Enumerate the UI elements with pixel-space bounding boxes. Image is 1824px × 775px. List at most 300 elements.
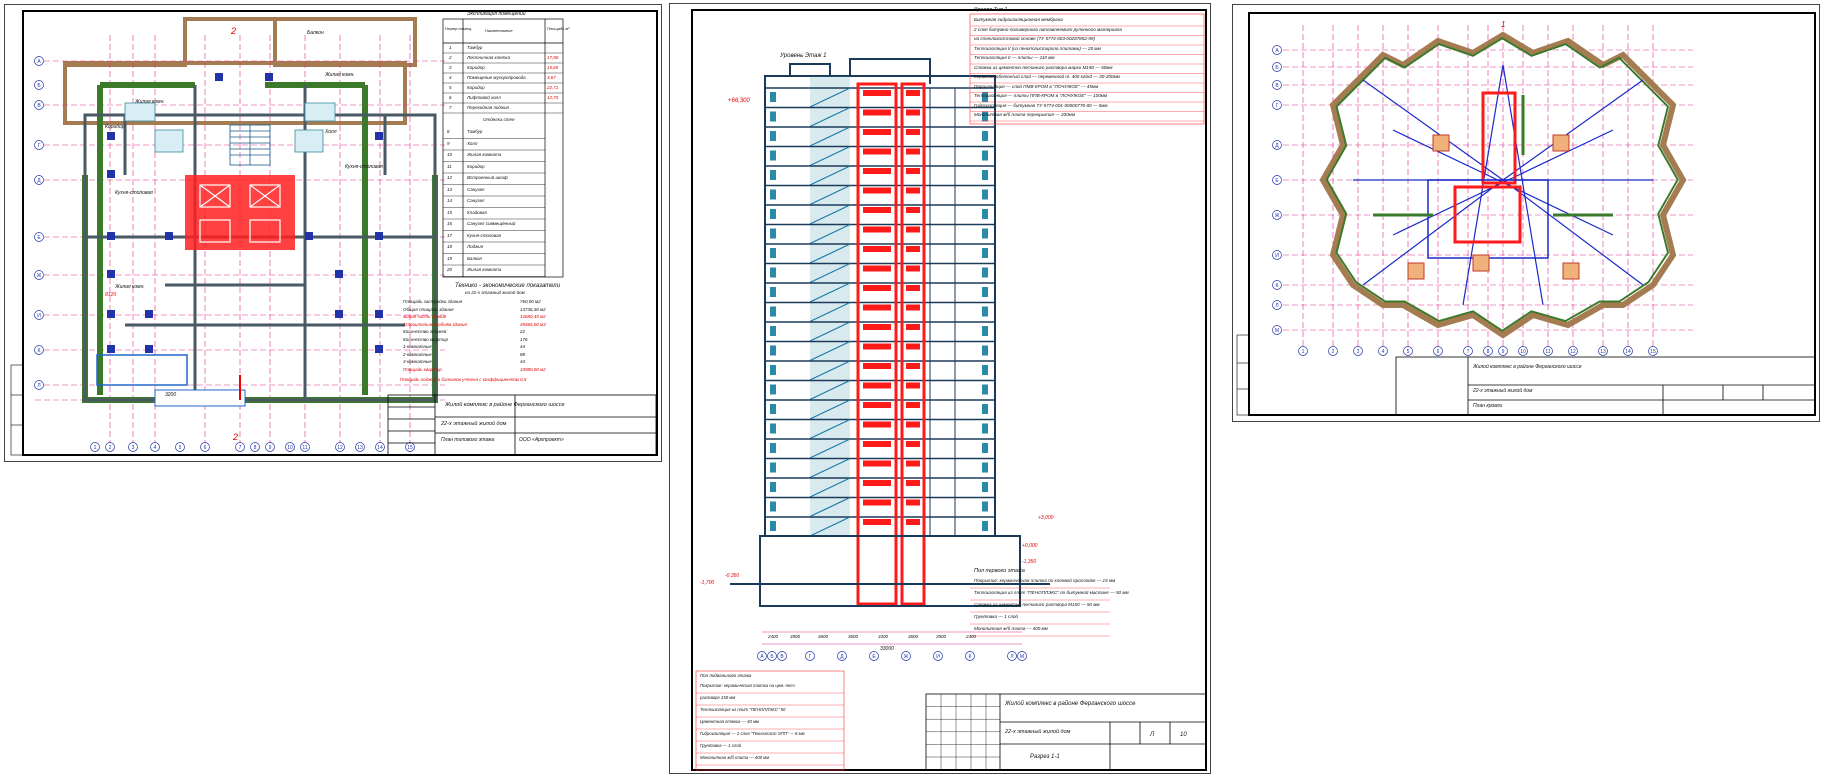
svg-text:Ж: Ж	[903, 654, 909, 660]
stamp-title: Жилой комплекс в районе Ферганского шоссе	[1005, 701, 1136, 707]
tep-label: 1-комнатные	[403, 344, 432, 349]
table-cell: 15,65	[547, 65, 559, 70]
axis-bubble	[1273, 141, 1282, 150]
table-cell: 20	[447, 267, 453, 272]
svg-text:Ж: Ж	[1274, 213, 1280, 219]
dimension-label: 3600	[908, 634, 919, 639]
axis-bubble	[35, 176, 44, 185]
table-cell: 6	[449, 95, 452, 100]
table-cell: Санузел	[467, 186, 485, 192]
spec-line: Цементная стяжка — 40 мм	[700, 719, 759, 724]
tep-label: жилая часть здания	[403, 314, 447, 319]
tep-value: 13736,36 м2	[520, 306, 546, 312]
shaft-beam	[906, 246, 920, 252]
svg-text:9: 9	[268, 445, 272, 451]
axis-bubble	[870, 652, 879, 661]
svg-text:13: 13	[1600, 349, 1606, 355]
table-cell: 19	[447, 255, 453, 261]
table-cell: Кухня-столовая	[467, 232, 502, 238]
shaft-beam	[863, 246, 891, 252]
shaft-beam	[906, 207, 920, 213]
window	[982, 482, 988, 492]
shaft-beam	[906, 110, 920, 116]
svg-text:Б: Б	[37, 83, 41, 89]
shaft-beam	[863, 285, 891, 291]
axis-bubble	[35, 101, 44, 110]
shaft-beam	[906, 383, 920, 389]
tep-note: Площадь лоджий и балконов учтена с коэффициентом 0,5	[400, 377, 527, 382]
axis-bubble	[266, 443, 275, 452]
axis-bubble	[1273, 281, 1282, 290]
axis-bubble	[35, 233, 44, 242]
svg-text:И: И	[37, 313, 41, 319]
table-cell: 15	[447, 209, 453, 215]
axis-bubble	[1273, 176, 1282, 185]
svg-text:13: 13	[357, 445, 363, 451]
window	[982, 502, 988, 512]
window	[770, 248, 776, 258]
shaft-beam	[863, 383, 891, 389]
stamp-section-name: Разрез 1-1	[1030, 754, 1060, 760]
explication-header: Наименование	[485, 28, 513, 33]
explication-header: Номер помещ.	[445, 26, 473, 31]
room-label: Жилая комн.	[135, 99, 165, 105]
spec-bottom-title: Пол подвального этажа	[700, 673, 752, 678]
window	[982, 287, 988, 297]
shaft-beam	[863, 90, 891, 96]
window	[770, 307, 776, 317]
stamp-sheet-letter: Л	[1150, 732, 1155, 738]
window	[770, 131, 776, 141]
axis-bubble	[1273, 251, 1282, 260]
svg-text:Е: Е	[872, 654, 876, 660]
room-label: Жилая комн.	[325, 72, 355, 78]
window	[770, 170, 776, 180]
axis-bubble	[35, 346, 44, 355]
svg-text:3: 3	[131, 445, 135, 451]
svg-text:А: А	[760, 654, 764, 660]
svg-text:Д: Д	[1275, 143, 1279, 149]
table-cell: Лоджия	[467, 244, 484, 249]
window	[982, 229, 988, 239]
shaft-beam	[863, 149, 891, 155]
axis-bubble	[1379, 347, 1388, 356]
axis-bubble	[406, 443, 415, 452]
shaft-beam	[863, 129, 891, 135]
drawing-sheet-section	[669, 3, 1211, 774]
svg-text:4: 4	[153, 445, 157, 451]
table-cell: Тамбур	[467, 129, 483, 134]
spec-line: на стеклохолстовой основе (ТУ 5774-003-00287852-99)	[974, 36, 1096, 41]
window	[770, 268, 776, 278]
dimension-label: 3200	[165, 392, 177, 398]
axis-bubble	[1354, 347, 1363, 356]
axis-bubble	[1404, 347, 1413, 356]
axis-bubble	[129, 443, 138, 452]
svg-text:К: К	[968, 654, 972, 660]
table-cell: 4	[449, 75, 452, 80]
section-marker-top: 2	[231, 26, 237, 36]
spec-line: Керамзитобетон/ый слой — переменной т. 400 кг/м3 — 30-200мм	[974, 74, 1120, 79]
window	[982, 463, 988, 473]
window	[770, 287, 776, 297]
shaft-beam	[863, 519, 891, 525]
window	[770, 209, 776, 219]
spec-line: Стяжка из цементно-песчаного раствора М150 — 50 мм	[974, 602, 1100, 607]
spec-line: Гидроизоляция — 2 слоя "Техноэласт ЭПП" — 8 мм	[700, 731, 805, 736]
axis-bubble	[35, 81, 44, 90]
shaft-beam	[863, 168, 891, 174]
table-cell: 12,75	[547, 95, 559, 100]
axis-bubble	[1273, 326, 1282, 335]
shaft-beam	[906, 149, 920, 155]
table-cell: 2	[449, 55, 452, 60]
elevation-right: -1,350	[1022, 559, 1037, 565]
spec-floor-title: Пол первого этажа	[974, 568, 1025, 574]
axis-bubble	[778, 652, 787, 661]
svg-text:3: 3	[1356, 349, 1360, 355]
spec-top-title: Кровля Тип 1	[974, 7, 1008, 13]
table-cell: 7	[449, 105, 452, 110]
window	[982, 424, 988, 434]
window	[770, 346, 776, 356]
dimension-label: 3900	[936, 634, 947, 639]
shaft-beam	[906, 519, 920, 525]
axis-bubble	[1499, 347, 1508, 356]
axis-bubble	[35, 311, 44, 320]
elevation-left: +66,300	[728, 98, 750, 104]
tep-label: Общая площадь здания	[403, 306, 454, 312]
table-cell: Жилая комната	[467, 267, 502, 272]
explication-group: Отделка стен	[483, 117, 515, 122]
spec-line: Теплоизоляция II — плиты — 110 мм	[974, 55, 1055, 60]
axis-bubble	[35, 57, 44, 66]
table-cell: Кладовая	[467, 209, 487, 215]
axis-bubble	[106, 443, 115, 452]
window	[982, 151, 988, 161]
section-drawing	[670, 4, 1212, 775]
spec-line: Теплоизоляция II (из пенополистирола плитами) — 20 мм	[974, 45, 1101, 51]
svg-text:11: 11	[1545, 349, 1551, 355]
svg-text:В: В	[37, 103, 41, 109]
tep-label: 2-комнатные	[403, 351, 432, 357]
axis-bubble	[356, 443, 365, 452]
shaft-beam	[906, 266, 920, 272]
window	[770, 502, 776, 512]
spec-line: Битумная гидроизоляционная мембрана	[974, 17, 1063, 22]
svg-text:К: К	[37, 348, 41, 354]
axis-bubble	[1544, 347, 1553, 356]
shaft-beam	[863, 266, 891, 272]
svg-text:12: 12	[1570, 349, 1576, 355]
window	[982, 190, 988, 200]
axis-bubble	[758, 652, 767, 661]
svg-text:В: В	[780, 654, 784, 660]
shaft-beam	[863, 500, 891, 506]
room-label: Жилая комн.	[115, 284, 145, 290]
spec-line: Теплоизоляция из плит "ПЕНОПЛЭКС" по битумной мастике — 50 мм	[974, 590, 1129, 595]
tep-value: 10980,00 м2	[520, 366, 546, 372]
axis-bubble	[1599, 347, 1608, 356]
axis-bubble	[35, 141, 44, 150]
stamp-org: ООО «Архпроект»	[519, 437, 564, 443]
shaft-beam	[863, 344, 891, 350]
shaft-beam	[906, 227, 920, 233]
table-cell: Балкон	[467, 255, 483, 261]
svg-text:Л: Л	[37, 383, 41, 389]
spec-line: Монолитная ж/б плита перекрытия — 200мм	[974, 112, 1075, 117]
svg-text:А: А	[1275, 48, 1279, 54]
shaft-beam	[906, 129, 920, 135]
dimension-label: 2400	[768, 634, 779, 639]
window	[770, 404, 776, 414]
axis-bubble	[1273, 211, 1282, 220]
window	[770, 463, 776, 473]
axis-bubble	[966, 652, 975, 661]
tep-title: Технико - экономические показатели	[455, 283, 561, 289]
roof-plan-drawing	[1233, 5, 1821, 423]
svg-text:Ж: Ж	[36, 273, 42, 279]
shaft-beam	[863, 441, 891, 447]
table-cell: 12	[447, 175, 453, 180]
tep-label: Строительный объём здания	[403, 321, 467, 327]
shaft-beam	[906, 344, 920, 350]
svg-text:Д: Д	[840, 654, 844, 660]
spec-line: Теплоизоляция из плит "ПЕНОПЛЭКС" 50	[700, 707, 786, 712]
window	[770, 521, 776, 531]
window	[770, 92, 776, 102]
svg-text:Л: Л	[1275, 303, 1279, 309]
axis-bubble	[768, 652, 777, 661]
svg-text:М: М	[1019, 654, 1025, 660]
svg-text:12: 12	[337, 445, 343, 451]
table-cell: Встроенный шкаф	[467, 175, 508, 180]
table-cell: Коридор	[467, 85, 485, 90]
shaft-beam	[863, 188, 891, 194]
svg-text:М: М	[1274, 328, 1280, 334]
table-cell: 1	[449, 45, 452, 50]
table-cell: -	[547, 45, 549, 50]
shaft-beam	[863, 402, 891, 408]
window	[982, 346, 988, 356]
table-cell: 5	[449, 85, 452, 90]
axis-bubble	[1484, 347, 1493, 356]
room-label: Коридор	[105, 124, 125, 130]
axis-bubble	[806, 652, 815, 661]
window	[982, 209, 988, 219]
svg-text:К: К	[1275, 283, 1279, 289]
tep-value: 44	[520, 344, 526, 349]
svg-text:Б: Б	[770, 654, 774, 660]
tep-label: Количество квартир	[403, 336, 449, 342]
svg-text:4: 4	[1381, 349, 1385, 355]
axis-bubble	[376, 443, 385, 452]
shaft-beam	[906, 90, 920, 96]
shaft-beam	[906, 422, 920, 428]
axis-bubble	[1519, 347, 1528, 356]
table-cell: 3,67	[547, 75, 556, 80]
shaft-beam	[863, 461, 891, 467]
spec-line: 2 слоя битумно-полимерного наплавляемого рулонного материала	[974, 26, 1122, 32]
svg-text:В: В	[1275, 83, 1279, 89]
svg-text:И: И	[936, 654, 940, 660]
shaft-beam	[863, 227, 891, 233]
tep-label: Площадь застройки здания	[403, 299, 463, 304]
axis-bubble	[91, 443, 100, 452]
axis-bubble	[151, 443, 160, 452]
svg-text:2: 2	[108, 445, 112, 451]
axis-bubble	[251, 443, 260, 452]
axis-bubble	[236, 443, 245, 452]
room-label: Кухня-столовая	[115, 190, 153, 196]
stamp-sheet-number: 10	[1180, 732, 1187, 738]
svg-text:Г: Г	[1275, 103, 1279, 109]
table-cell: 9	[447, 140, 450, 146]
window	[770, 112, 776, 122]
axis-bubble	[201, 443, 210, 452]
axis-bubble	[1273, 301, 1282, 310]
dimension-label: 3600	[848, 634, 859, 639]
svg-text:Д: Д	[37, 178, 41, 184]
table-cell: 8	[447, 129, 450, 134]
window	[770, 443, 776, 453]
room-label: Кухня-столовая	[345, 164, 383, 170]
top-level-label: Уровень Этаж 1	[780, 53, 827, 59]
svg-text:И: И	[1275, 253, 1279, 259]
svg-text:8: 8	[253, 445, 257, 451]
table-cell: Помещение мусоропровода	[467, 75, 526, 80]
stamp-sheet-name: 22-х этажный жилой дом	[1005, 729, 1071, 735]
table-cell: 18	[447, 244, 453, 249]
axis-bubble	[301, 443, 310, 452]
svg-text:Б: Б	[1275, 65, 1279, 71]
table-cell: Санузел	[467, 198, 485, 203]
table-cell: 22,71	[547, 85, 559, 90]
svg-text:11: 11	[302, 445, 308, 451]
explication-title: Экспликация помещений	[467, 11, 526, 17]
spec-line: Пароизоляция — слой ПМВ-КРОМ в "ЛОЧУЖОЕ" — 45мм	[974, 83, 1099, 89]
shaft-beam	[863, 422, 891, 428]
axis-bubble	[286, 443, 295, 452]
svg-text:10: 10	[287, 445, 293, 451]
dimension-total: 33000	[880, 646, 894, 652]
window	[982, 307, 988, 317]
window	[982, 268, 988, 278]
axis-bubble	[1273, 63, 1282, 72]
table-cell: Лестничная клетка	[467, 55, 510, 60]
drawing-sheet-roof-plan	[1232, 4, 1820, 422]
axis-bubble	[1329, 347, 1338, 356]
svg-text:Е: Е	[37, 235, 41, 241]
shaft-beam	[863, 305, 891, 311]
window	[982, 131, 988, 141]
shaft-beam	[906, 480, 920, 486]
axis-bubble	[838, 652, 847, 661]
window	[770, 326, 776, 336]
shaft-beam	[863, 480, 891, 486]
svg-text:7: 7	[238, 445, 242, 451]
svg-text:14: 14	[1625, 349, 1631, 355]
table-cell: 10	[447, 152, 453, 157]
dimension-label: 3600	[818, 634, 829, 639]
svg-text:5: 5	[1406, 349, 1410, 355]
svg-text:Г: Г	[808, 654, 812, 660]
table-cell: 16	[447, 221, 453, 226]
spec-line: Покрытие: керамическая плитка на цем.-песч.	[700, 683, 796, 688]
stamp-plan-name: План кровли	[1473, 403, 1503, 409]
tep-label: Количество этажей	[403, 329, 447, 334]
spec-line: Грунтовка — 1 слой	[974, 614, 1018, 619]
svg-text:15: 15	[407, 445, 413, 451]
tep-value: 49365,00 м3	[520, 321, 546, 327]
window	[770, 385, 776, 395]
stamp-sheet-name: 22-х этажный жилой дом	[1473, 388, 1533, 394]
svg-text:6: 6	[1436, 349, 1440, 355]
svg-text:2: 2	[1331, 349, 1335, 355]
stamp-sheet-name: 22-х этажный жилой дом	[441, 421, 507, 427]
table-cell: 11	[447, 163, 452, 169]
axis-bubble	[35, 271, 44, 280]
tep-value: 12680,45 м2	[520, 314, 546, 319]
axis-bubble	[1569, 347, 1578, 356]
shaft-beam	[906, 461, 920, 467]
svg-text:1: 1	[93, 445, 97, 451]
window	[982, 385, 988, 395]
svg-text:Л: Л	[1010, 654, 1014, 660]
tep-value: 44	[520, 359, 526, 364]
window	[770, 424, 776, 434]
window	[982, 443, 988, 453]
shaft-beam	[863, 110, 891, 116]
window	[982, 365, 988, 375]
table-cell: 17	[447, 232, 453, 238]
shaft-beam	[906, 285, 920, 291]
elevation-left-low: -1,700	[700, 580, 715, 586]
section-marker-bottom: 2	[233, 432, 239, 442]
stamp-title: Жилой комплекс в районе Ферганского шоссе	[1473, 364, 1582, 370]
tep-label: 3-комнатные	[403, 359, 432, 364]
window	[770, 151, 776, 161]
shaft-beam	[863, 363, 891, 369]
drawing-sheet-floor-plan	[4, 4, 662, 462]
window	[982, 326, 988, 336]
svg-text:6: 6	[203, 445, 207, 451]
table-cell: Коридор	[467, 65, 485, 70]
tep-label: Площадь квартир	[403, 366, 442, 372]
axis-bubble	[1008, 652, 1017, 661]
svg-text:10: 10	[1520, 349, 1526, 355]
window	[770, 482, 776, 492]
axis-bubble	[1273, 81, 1282, 90]
axis-bubble	[1434, 347, 1443, 356]
dimension-label: 2400	[966, 634, 977, 639]
table-cell: Переходная лоджия	[467, 105, 509, 110]
shaft-beam	[906, 305, 920, 311]
shaft-beam	[906, 363, 920, 369]
window	[982, 521, 988, 531]
axis-bubble	[1624, 347, 1633, 356]
shaft-beam	[906, 188, 920, 194]
table-cell: Жилая комната	[467, 152, 502, 157]
room-label: Балкон	[307, 30, 324, 36]
window	[982, 404, 988, 414]
shaft-beam	[906, 441, 920, 447]
shaft-beam	[906, 402, 920, 408]
elevation-left-low: -0,350	[725, 573, 740, 579]
tep-value: 88	[520, 351, 526, 357]
svg-text:9: 9	[1501, 349, 1505, 355]
axis-bubble	[176, 443, 185, 452]
